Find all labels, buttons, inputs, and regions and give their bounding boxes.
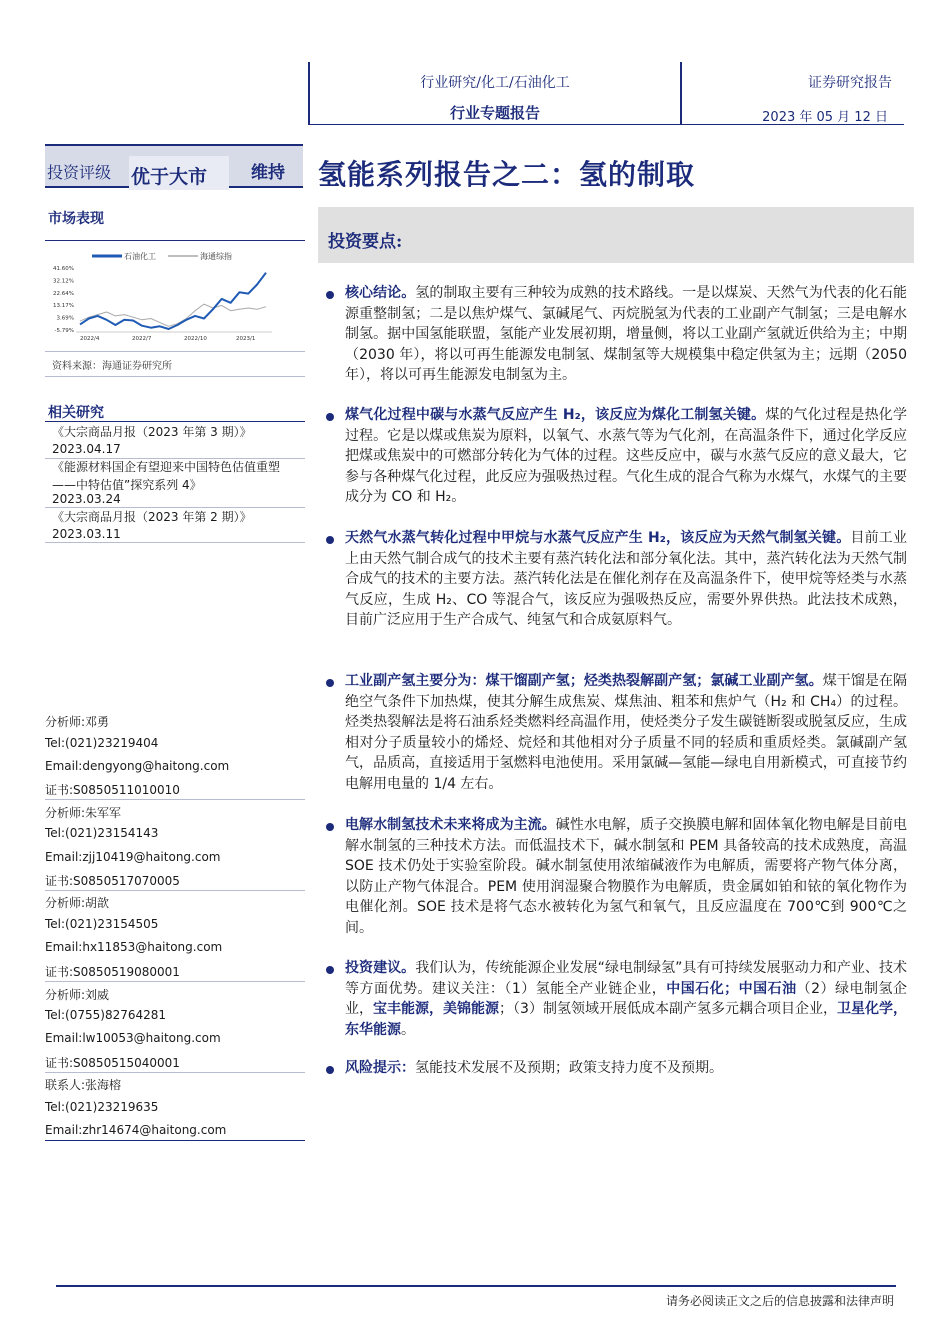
legend-label-1: 石油化工: [124, 252, 156, 261]
point-byproduct-hydrogen: [345, 671, 907, 795]
point-body: （2）绿电制氢企业，: [345, 980, 908, 1018]
stock-highlight: 中国石化；中国石油: [666, 980, 797, 997]
analyst-rule-bottom: [45, 1140, 305, 1141]
point-electrolysis: [345, 815, 907, 939]
stock-highlight: 卫星化学，东华能源: [345, 1001, 908, 1038]
analyst-cert: 证书:S0850517070005: [45, 874, 180, 888]
related-item-title[interactable]: 《大宗商品月报（2023 年第 2 期）》: [52, 510, 252, 524]
point-body: 碱性水电解，质子交换膜电解和固体氧化物电解是目前电解水制氢的三种技术方法。而低温技术下，碱水制氢和 PEM 具备较高的技术成熟度，高温 SOE 技术仍处于实验室阶段。碱水制氢使用浓缩碱液作为电解质，需要将产物气体分离，以防止产物气体混合。PEM 使用润湿聚合物膜作为电解质，贵金属如铂和铱的氧化物作为电催化剂。SOE 技术是将气态水被转化为氢气和氧气，且反应温度在 700℃到 900℃之间。: [345, 817, 908, 936]
related-title: 相关研究: [48, 405, 104, 421]
rating-box: [45, 144, 303, 188]
header-brand: 证券研究报告: [808, 75, 892, 91]
analyst-email[interactable]: Email:dengyong@haitong.com: [45, 759, 230, 773]
y-tick-label: 41.60%: [53, 266, 74, 272]
bullet-icon: [326, 413, 334, 421]
rating-value: 优于大市: [129, 156, 229, 190]
market-title: 市场表现: [48, 211, 104, 227]
related-item-date: 2023.03.24: [52, 492, 121, 506]
bullet-icon: [326, 1066, 334, 1074]
analyst-email[interactable]: Email:zjj10419@haitong.com: [45, 850, 221, 864]
point-head: 风险提示：: [345, 1060, 415, 1076]
rating-label: 投资评级: [47, 163, 112, 182]
point-coal-gasification: [345, 405, 907, 508]
legend-label-2: 海通综指: [200, 252, 232, 261]
x-tick-label: 2022/10: [184, 336, 207, 342]
analyst-divider: [45, 981, 305, 982]
analyst-name: 分析师:邓勇: [45, 715, 110, 729]
x-tick-label: 2022/4: [80, 336, 100, 342]
analyst-tel: Tel:(021)23154143: [45, 826, 159, 840]
bullet-icon: [326, 679, 334, 687]
bullet-icon: [326, 823, 334, 831]
market-rule-top: [45, 240, 305, 241]
page-title: 氢能系列报告之二：氢的制取: [318, 158, 696, 191]
analyst-cert: 证书:S0850515040001: [45, 1056, 180, 1070]
point-head: 电解水制氢技术未来将成为主流。: [345, 817, 556, 833]
y-tick-label: 13.17%: [53, 303, 74, 310]
analyst-tel: Tel:(021)23219404: [45, 736, 159, 750]
analyst-email[interactable]: Email:lw10053@haitong.com: [45, 1031, 221, 1045]
series-line-2: [80, 304, 266, 326]
points-bar: [318, 207, 914, 263]
header-category: 行业研究/化工/石油化工: [420, 75, 570, 91]
point-body: 。: [401, 1021, 415, 1038]
point-body: 目前工业上由天然气制合成气的技术主要有蒸汽转化法和部分氧化法。其中，蒸汽转化法为天然气制合成气的技术的主要方法。蒸汽转化法是在催化剂存在及高温条件下，使甲烷等烃类与水蒸气反应，生成 H₂、CO 等混合气，该反应为强吸热反应，需要外界供热。此法技术成熟，目前广泛应用于生产合成气、纯氢气和合成氨原料气。: [345, 530, 907, 629]
point-body: ；（3）制氢领域开展低成本副产氢多元耦合项目企业，: [499, 1001, 838, 1018]
analyst-email[interactable]: Email:hx11853@haitong.com: [45, 940, 223, 954]
header-date: 2023 年 05 月 12 日: [762, 110, 888, 125]
series-line-1: [80, 273, 266, 329]
point-body: 我们认为，传统能源企业发展“绿电制绿氢”具有可持续发展驱动力和产业、技术等方面优势。建议关注：（1）氢能全产业链企业，: [345, 960, 907, 997]
stock-highlight: 宝丰能源，美锦能源: [373, 1001, 500, 1018]
contact-name: 联系人:张海榕: [45, 1078, 122, 1092]
contact-tel: Tel:(021)23219635: [45, 1100, 159, 1114]
y-tick-label: -5.79%: [54, 328, 74, 334]
footer-rule: [56, 1285, 896, 1287]
market-chart: [48, 244, 288, 348]
analyst-cert: 证书:S0850519080001: [45, 965, 180, 979]
x-tick-label: 2023/1: [236, 336, 256, 342]
contact-email[interactable]: Email:zhr14674@haitong.com: [45, 1123, 227, 1137]
market-rule-bottom: [45, 376, 305, 377]
point-core-conclusion: [345, 283, 907, 386]
point-body: 煤干馏是在隔绝空气条件下加热煤，使其分解生成焦炭、煤焦油、粗苯和焦炉气（H₂ 和 CH₄）的过程。烃类热裂解法是将石油系烃类燃料经高温作用，使烃类分子发生碳链断裂或脱氢反应，生成相对分子质量较小的烯烃、烷烃和其他相对分子质量不同的轻质和重质烃类。氯碱副产氢气，品质高，直接适用于氢燃料电池使用。采用氯碱—氢能—绿电自用新模式，可直接节约电解用电量的 1/4 左右。: [345, 673, 908, 792]
y-tick-label: 22.64%: [53, 290, 74, 297]
header-report-type: 行业专题报告: [449, 104, 540, 122]
analyst-divider: [45, 1072, 305, 1073]
footer-disclaimer[interactable]: 请务必阅读正文之后的信息披露和法律声明: [665, 1294, 894, 1308]
analyst-name: 分析师:朱军军: [45, 806, 122, 820]
point-natural-gas: [345, 528, 907, 631]
y-tick-label: 3.69%: [56, 315, 74, 322]
related-divider: [45, 542, 305, 543]
rating-action: 维持: [251, 163, 285, 183]
analyst-name: 分析师:胡歆: [45, 896, 110, 910]
point-body: 煤的气化过程是热化学过程。它是以煤或焦炭为原料，以氧气、水蒸气等为气化剂，在高温条件下，通过化学反应把煤或焦炭中的可燃部分转化为气体的过程。这些反应中，碳与水蒸气反应的意义最大，它参与各种煤气化过程，此反应为强吸热过程。气化生成的混合气称为水煤气，水煤气的主要成分为 CO 和 H₂。: [345, 407, 907, 506]
point-head: 核心结论。: [345, 285, 416, 301]
analyst-name: 分析师:刘威: [45, 988, 110, 1002]
point-body: 氢的制取主要有三种较为成熟的技术路线。一是以煤炭、天然气为代表的化石能源重整制氢；二是以焦炉煤气、氯碱尾气、丙烷脱氢为代表的工业副产气制氢；三是电解水制氢。据中国氢能联盟，氢能产业发展初期，增量侧，将以工业副产氢就近供给为主；中期（2030 年），将以可再生能源发电制氢、煤制氢等大规模集中稳定供氢为主；远期（2050 年），将以可再生能源发电制氢为主。: [345, 285, 908, 384]
point-head: 工业副产氢主要分为：煤干馏副产氢；烃类热裂解副产氢；氯碱工业副产氢。: [345, 673, 823, 689]
related-rule: [45, 421, 305, 422]
market-source: 资料来源：海通证券研究所: [52, 361, 172, 372]
point-head: 煤气化过程中碳与水蒸气反应产生 H₂，该反应为煤化工制氢关键。: [345, 407, 766, 423]
points-title: 投资要点:: [328, 232, 403, 252]
market-rule-mid: [45, 351, 305, 352]
point-head: 天然气水蒸气转化过程中甲烷与水蒸气反应产生 H₂，该反应为天然气制氢关键。: [345, 530, 851, 546]
bullet-icon: [326, 966, 334, 974]
related-item-date: 2023.03.11: [52, 527, 121, 541]
bullet-icon: [326, 291, 334, 299]
x-tick-label: 2022/7: [132, 336, 152, 342]
point-investment-advice: [345, 958, 907, 1040]
analyst-divider: [45, 799, 305, 800]
y-tick-label: 32.12%: [53, 278, 74, 285]
related-item-title[interactable]: 《能源材料国企有望迎来中国特色估值重塑——中特估值”探究系列 4》: [52, 460, 281, 492]
point-body: 氢能技术发展不及预期；政策支持力度不及预期。: [415, 1060, 723, 1076]
analyst-divider: [45, 890, 305, 891]
point-head: 投资建议。: [345, 960, 416, 976]
analyst-tel: Tel:(0755)82764281: [45, 1008, 167, 1022]
bullet-icon: [326, 536, 334, 544]
related-item-title[interactable]: 《大宗商品月报（2023 年第 3 期）》: [52, 425, 252, 439]
related-item-date: 2023.04.17: [52, 442, 121, 456]
analyst-cert: 证书:S0850511010010: [45, 783, 180, 797]
point-risk: [345, 1058, 907, 1079]
analyst-tel: Tel:(021)23154505: [45, 917, 159, 931]
